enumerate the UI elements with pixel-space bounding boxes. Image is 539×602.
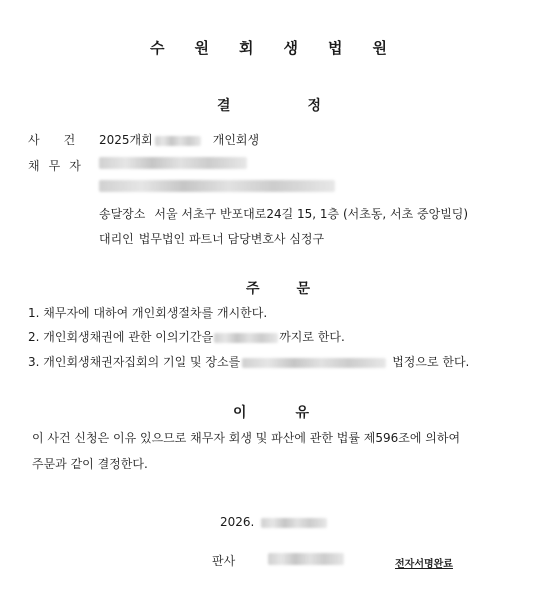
order-item-1: 1. 채무자에 대하여 개인회생절차를 개시한다.: [28, 306, 268, 320]
case-number-prefix: 2025개회: [99, 133, 153, 147]
reason-heading: 이 유: [233, 405, 311, 421]
debtor-label: 채 무 자: [28, 159, 81, 173]
service-address-label: 송달장소: [99, 207, 146, 221]
redacted-debtor-address: [99, 180, 335, 192]
court-name-char: 회: [239, 39, 256, 57]
decision-heading-char: 정: [307, 98, 323, 114]
decision-date: 2026.: [220, 515, 327, 529]
order-item-3: 3. 개인회생채권자집회의 기일 및 장소를 법정으로 한다.: [28, 355, 470, 369]
electronic-signature-stamp: 전자서명완료: [395, 559, 453, 570]
court-name-char: 생: [283, 39, 300, 57]
redacted-meeting-datetime: [242, 358, 386, 368]
court-name: [0, 37, 539, 58]
redacted-case-number: [155, 136, 201, 146]
redacted-date: [261, 518, 327, 528]
service-address-line: [99, 205, 468, 222]
agent-line: [99, 230, 324, 247]
court-name-char: 법: [328, 39, 345, 57]
order-heading: 주 문: [246, 281, 312, 297]
agent-label: 대리인: [99, 232, 134, 246]
judge-label: 판사: [212, 554, 236, 568]
redacted-judge-name: [268, 553, 344, 565]
reason-line-2: 주문과 같이 결정한다.: [32, 457, 148, 471]
court-name-char: 수: [150, 39, 167, 57]
court-name-char: 원: [194, 39, 211, 57]
case-number: [99, 131, 259, 148]
order-item-2: 2. 개인회생채권에 관한 이의기간을 까지로 한다.: [28, 330, 345, 344]
court-name-char: 원: [372, 39, 389, 57]
decision-heading: [217, 95, 322, 115]
decision-heading-char: 결: [217, 98, 232, 114]
redacted-debtor-name: [99, 157, 247, 169]
case-label: 사 건: [28, 133, 76, 147]
service-address: 서울 서초구 반포대로24길 15, 1층 (서초동, 서초 중앙빌딩): [154, 207, 469, 221]
case-type: 개인회생: [212, 133, 260, 147]
redacted-objection-date: [214, 333, 278, 343]
agent-value: 법무법인 파트너 담당변호사 심정구: [138, 232, 325, 246]
reason-line-1: 이 사건 신청은 이유 있으므로 채무자 회생 및 파산에 관한 법률 제596조에 의하여: [32, 431, 461, 445]
